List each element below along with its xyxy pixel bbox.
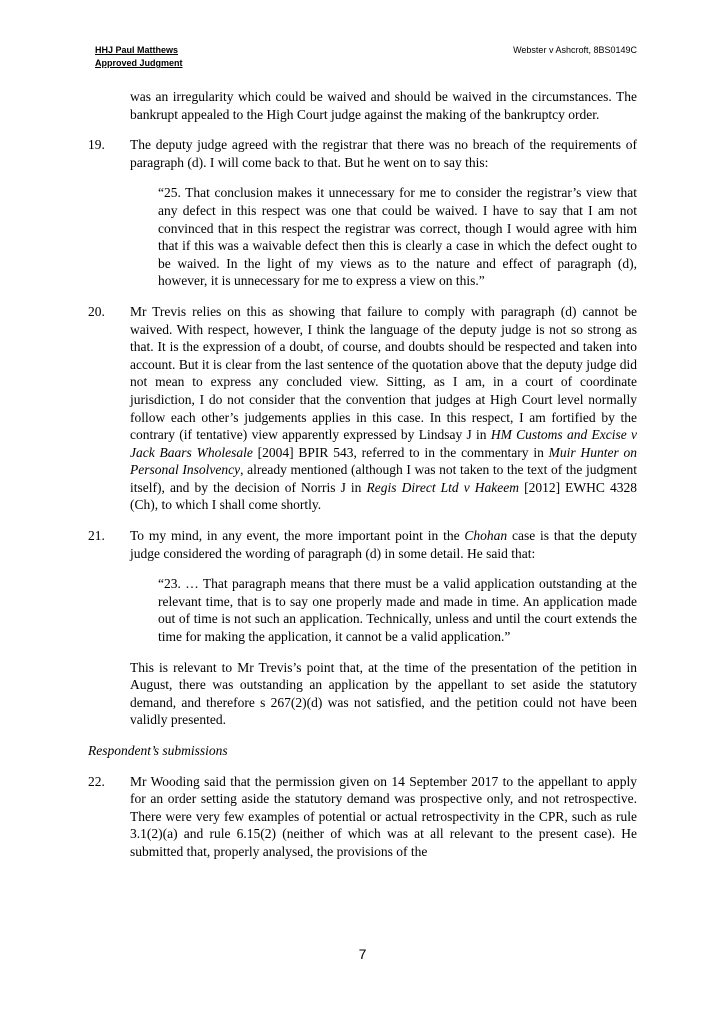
text-run: [2004] BPIR 543, referred to in the commentary in <box>252 444 549 460</box>
quotation-21: “23. … That paragraph means that there must be a valid application outstanding at the relevant time, that is to say one properly made and made in time. An application made out of time is not such an application. Technically, unless and until the court extends the time for making the application, it cannot be a valid application.” <box>158 576 637 645</box>
paragraph-text: The deputy judge agreed with the registrar that there was no breach of the requirements of paragraph (d). I will come back to that. But he went on to say this: <box>130 137 637 170</box>
paragraph-number: 22. <box>88 773 105 789</box>
case-citation: Regis Direct Ltd v Hakeem <box>366 479 520 495</box>
paragraph-text: Mr Wooding said that the permission given on 14 September 2017 to the appellant to apply for an order setting aside the statutory demand was prospective only, and not retrospective. There were very few examples of potential or actual retrospectivity in the CPR, such as rule 3.1(2)(a) and rule 6.15(2) (neither of which was at all relevant to the present case). He submitted that, properly analysed, the provisions of the <box>130 773 637 859</box>
text-run: Mr Trevis relies on this as showing that failure to comply with paragraph (d) cannot be waived. With respect, however, I think the language of the deputy judge is not so strong as that. It is the expression of a doubt, of course, and doubts should be respected and taken into account. But it is clear from the last sentence of the quotation above that the deputy judge did not mean to express any concluded view. Sitting, as I am, in a court of coordinate jurisdiction, I do not consider that the convention that judges at High Court level normally follow each other’s judgements applies in this case. In this respect, I am fortified by the contrary (if tentative) view apparently expressed by Lindsay J in <box>130 303 637 443</box>
paragraph-text <box>130 528 637 561</box>
paragraph-number: 20. <box>88 303 105 319</box>
paragraph-text <box>130 304 637 513</box>
paragraph-19 <box>88 136 637 171</box>
quotation-19: “25. That conclusion makes it unnecessary for me to consider the registrar’s view that any defect in this respect was one that could be waived. I have to say that I am not convinced that in this respect the registrar was correct, though I would agree with him that if this was a waivable defect then this is clearly a case in which the defect ought to be waived. In the light of my views as to the nature and effect of paragraph (d), however, it is unnecessary for me to express a view on this.” <box>158 185 637 289</box>
case-citation: Chohan <box>464 528 508 544</box>
text-run: To my mind, in any event, the more important point in the <box>130 528 465 544</box>
case-citation: HM Customs and Excise v Jack Baars Wholesale <box>130 427 637 460</box>
text-run: , already mentioned (although I was not taken to the text of the judgment itself), and by the decision of Norris J in <box>130 462 637 495</box>
page-header <box>95 44 637 70</box>
continuation-paragraph: was an irregularity which could be waived and should be waived in the circumstances. The bankrupt appealed to the High Court judge against the making of the bankruptcy order. <box>130 89 637 122</box>
section-heading: Respondent’s submissions <box>88 743 228 758</box>
judgment-body <box>88 88 637 874</box>
paragraph-number: 21. <box>88 528 105 544</box>
paragraph-21 <box>88 527 637 562</box>
paragraph-20 <box>88 303 637 514</box>
text-run: [2012] EWHC 4328 (Ch), to which I shall come shortly. <box>130 479 637 513</box>
paragraph-21-continued: This is relevant to Mr Trevis’s point that, at the time of the presentation of the petition in August, there was outstanding an application by the appellant to set aside the statutory demand, and therefore s 267(2)(d) was not satisfied, and the petition could not have been validly presented. <box>130 659 637 728</box>
judgment-status: Approved Judgment <box>95 58 183 68</box>
paragraph-22 <box>88 773 637 861</box>
judge-name: HHJ Paul Matthews <box>95 45 179 55</box>
book-citation: Muir Hunter on Personal Insolvency <box>130 444 638 478</box>
paragraph-number: 19. <box>88 137 105 153</box>
text-run: case is that the deputy judge considered the wording of paragraph (d) in some detail. He said that: <box>130 528 638 561</box>
header-left <box>95 44 183 70</box>
page-number: 7 <box>358 946 367 962</box>
case-reference: Webster v Ashcroft, 8BS0149C <box>513 45 637 55</box>
